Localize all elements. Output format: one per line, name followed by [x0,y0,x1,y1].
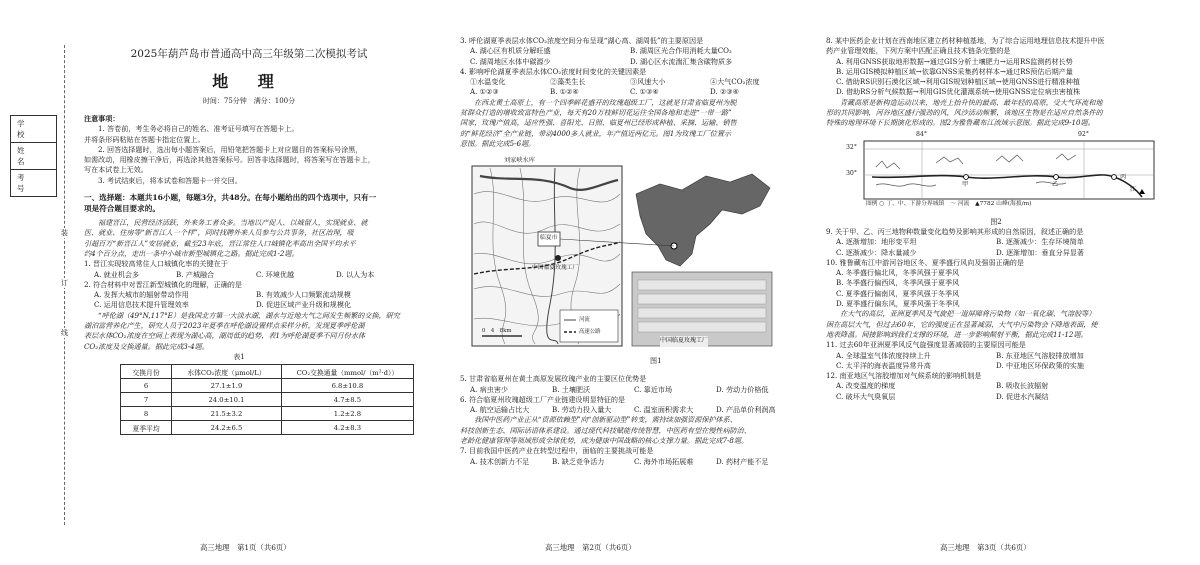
option[interactable]: A. 就业机会多 [94,269,140,279]
question-12: 12. 南亚地区气溶胶增加对气候系统的影响机制是 [826,371,982,381]
option[interactable]: D. 药材产能不足 [716,456,769,466]
option[interactable]: C. 温室面积需求大 [634,405,694,415]
table-cell: 4.7±8.5 [281,393,413,407]
passage-line: 意图。据此完成5-6题。 [460,138,536,148]
passage-line: 困在高层大气，但过去60年，它的强度正在显著减弱，大气中污染物会下降地表面，使 [826,319,1098,329]
name-field: 姓 名 [11,143,56,170]
option[interactable]: C. 借助RS识别石漠化区域→利用GIS规划种植区域→使用GNSS进行精准种植 [836,77,1080,87]
question-4-items [460,77,810,87]
place-label: 甲 [962,180,969,188]
option[interactable]: D. 逐渐增加：垂直分异显著 [996,247,1084,257]
option[interactable]: A. 病虫害少 [470,384,509,394]
question-7: 7. 目前我国中医药产业在转型过程中，面临的主要挑战可能是 [460,446,654,456]
question-5-options [460,385,810,395]
student-info-box [10,115,57,197]
option[interactable]: B. 运用GIS模拟种植区域→依靠GNSS采集药材样本→通过RS预估后期产量 [836,66,1073,76]
question-2-options [84,290,414,300]
passage-line: 医、就业、住房等“新晋江人一个样”，同时找聘外来人员参与公共事务，社区治理，吸 [84,228,354,238]
notice-line: 1. 答卷前，考生务必将自己的姓名、准考证号填写在答题卡上。 [98,124,299,134]
question-10: 10. 雅鲁藏布江中游河谷地区冬、夏季盛行风向及强弱正确的是 [826,257,1024,267]
item: ④大气CO₂浓度 [710,77,760,87]
option[interactable]: A. 航空运输占比大 [470,405,530,415]
passage-line: 科技创新生态、国际话语体系建设。通过现代科技赋能传统智慧，中医药有望在慢性病防治、 [460,425,751,435]
school-field: 学 校 [11,116,56,143]
lat-label: 32° [846,143,857,151]
option[interactable]: A. 发挥大城市的辐射带动作用 [94,290,189,300]
figure-caption: 图1 [650,356,662,366]
passage-line: 老龄化健康管理等领域形成全球优势，成为健康中国战略的核心支撑力量。据此完成7-8题。 [460,436,749,446]
lon-label: 84° [916,130,927,138]
map-label-factory: 中国临夏玫瑰工厂 [532,265,579,272]
table-header: 交换月份 [121,365,172,379]
table-cell: 21.5±3.2 [172,407,282,421]
question-8: 8. 某中医药企业计划在西南地区建立药材种植基地，为了综合运用地理信息技术提升中医 [826,36,1105,45]
option[interactable]: C. 海外市场拓展难 [634,456,694,466]
exam-meta: 时间：75分钟 满分：100分 [202,97,296,105]
option[interactable]: C. 逐渐减少：降水量减少 [836,247,917,257]
option[interactable]: C. ①③④ [630,87,659,97]
notice-line: 并将条形码粘贴在答题卡指定位置上。 [84,134,205,144]
option[interactable]: A. 全球温室气体浓度持续上升 [836,350,931,360]
binding-mark: 线 [61,329,68,337]
option[interactable]: B. 冬季盛行偏西风，冬季风强于夏季风 [836,278,960,288]
question-5: 5. 甘肃省临夏州在黄土高原发展玫瑰产业的主要区位优势是 [460,374,647,384]
section-heading: 项是符合题目要求的。 [84,204,160,214]
map-legend: 图例 ○ 丁、中、下游分界城镇 ～ 河流 ▲7782 山峰(海拔/m) [866,200,1032,207]
passage-line: “呼伦湖（49°N,117°E）是我国北方第一大淡水湖，湖水与近地大气之间发生频繁的交换，研究 [98,310,400,320]
question-3-options [460,46,810,56]
page-footer: 高三地理 第2页（共6页） [545,543,636,552]
option[interactable]: D. 湖心区水流湍汇集含碳物质多 [630,56,733,66]
figure-caption: 图2 [990,216,1002,226]
place-label: 江 [1130,185,1137,193]
notice-line: 3. 考试结束后，将本试卷和答题卡一并交回。 [98,175,242,185]
figure-2-map [846,133,1164,205]
option[interactable]: A. 技术创新力不足 [470,456,530,466]
question-3: 3. 呼伦湖夏季表层水体CO₂浓度空间分布呈现“湖心高、湖周低”的主要原因是 [460,36,704,45]
page-footer: 高三地理 第1页（共6页） [200,543,291,552]
option[interactable]: A. 湖心区有机质分解旺盛 [470,46,551,56]
page-footer: 高三地理 第3页（共6页） [940,543,1031,552]
passage-line: 形的共同影响，河谷地区盛行强劲的风，风沙活动频繁，该地区生物是在适应自然条件的 [826,108,1103,118]
passage-line: 的“鲜花经济”全产业链，带动4000多人就业，年产值近两亿元。图1为玫瑰工厂位置示 [460,128,732,138]
table-cell: 6.8±10.8 [281,379,413,393]
option[interactable]: C. 太平洋的海表温度异常升高 [836,360,931,370]
passage-line: 我国中医药产业正从“资源依赖型”向“创新驱动型”转变，需持续加强资源保护体系、 [474,415,737,425]
binding-mark: 装 [61,229,68,237]
option[interactable]: B. 产城融合 [176,269,215,279]
passage-line: 特殊的地理环境下长期演化形成的。图2为雅鲁藏布江流域示意图。据此完成9-10题。 [826,118,1095,128]
passage-line: 贫群众打造的增收致富特色产业，每天有20万枝鲜切花运往全国各地和走进“一带一路” [460,108,732,118]
option[interactable]: C. 靠近市场 [634,384,673,394]
photo-caption: 中国临夏玫瑰工厂 [660,336,708,346]
question-9: 9. 关于甲、乙、丙三地物种数量变化趋势及影响其形成的自然原因，叙述正确的是 [826,226,1084,236]
question-11: 11. 过去60年亚洲夏季风反气旋强度显著减弱的主要原因可能是 [826,340,1026,350]
table-cell: 8 [121,407,172,421]
option[interactable]: C. 破坏大气臭氧层 [836,391,896,401]
passage-line: 在大气的高层，亚洲夏季风及气旋把一道屏障将污染物（如一氧化碳、气溶胶等） [840,309,1096,319]
question-3-options [460,57,810,67]
option[interactable]: D. ②③④ [710,87,740,97]
figure-1 [460,154,796,370]
table-row [121,421,414,435]
question-2-options [84,300,414,310]
table-header: CO₂交换通量（mmol/（m²·d）） [281,365,413,379]
option[interactable]: C. 环境优越 [256,269,295,279]
section-heading: 一、选择题：本题共16小题，每题3分，共48分。在每小题给出的四个选项中，只有一 [84,193,377,203]
exam-number-field: 考 号 [17,173,44,193]
page-3 [810,0,1200,565]
option[interactable]: D. 夏季盛行偏东风，夏季风强于冬季风 [836,299,960,309]
question-4-options [460,87,810,97]
table-row [121,379,414,393]
question-11-options [826,361,1200,371]
co2-table [120,364,414,435]
table-cell: 27.1±1.9 [172,379,282,393]
option[interactable]: A. 改变温度的梯度 [836,381,896,391]
option[interactable]: C. 湖周地区水体中碳源少 [470,56,551,66]
option[interactable]: B. 有效减少人口频繁流动规模 [256,290,351,300]
option[interactable]: A. 逐渐增加：地形变平坦 [836,237,917,247]
figure-1-map [460,154,796,354]
notice-line: 写在本试卷上无效。 [84,165,148,175]
passage-line: 表层水体CO₂浓度在空间上表现为湖心高，湖周低的趋势，表1为呼伦湖夏季不同月份水体 [84,331,366,341]
passage-line: 在西北黄土高原上，有一个四季鲜花盛开的玫瑰超级工厂，这就是甘肃省临夏州为脱 [474,97,737,107]
item: ②藻类生长 [550,77,586,87]
place-label: 乙 [1052,180,1059,188]
lat-label: 30° [846,169,857,177]
passage-line: 地表降温。间接影响到我们支撑的环境，进一步影响颠射平衡，据此完成11-12题。 [826,329,1088,339]
option[interactable]: D. 产品单价利润高 [716,405,776,415]
subject-title: 地 理 [212,72,286,91]
question-12-options [826,381,1200,391]
question-2: 2. 符合材料中对晋江新型城镇化的理解，正确的是 [84,279,242,289]
question-4: 4. 影响呼伦湖夏季表层水体CO₂浓度时间变化的关键因素是 [460,66,647,76]
figure-2 [846,130,1164,215]
question-7-options [460,457,810,467]
option[interactable]: C. 运用信息技术提升管理效率 [94,300,189,310]
table-cell: 24.0±10.1 [172,393,282,407]
option[interactable]: A. 冬季盛行偏北风，冬季风强于夏季风 [836,268,960,278]
question-9-options [826,248,1200,258]
table-header: 水体CO₂浓度（μmol/L） [172,365,282,379]
question-6: 6. 符合临夏州玫瑰超级工厂产业链建设明显特征的是 [460,394,626,404]
option[interactable]: B. 逐渐减少：生存环境简单 [996,237,1084,247]
option[interactable]: B. 劳动力投入量大 [552,405,612,415]
question-1: 1. 晋江实现较高常住人口城镇化率的关键在于 [84,259,228,269]
option[interactable]: D. 中亚地区环保政策的实施 [996,360,1084,370]
page-2 [420,0,810,565]
option[interactable]: B. 吸收长波辐射 [996,381,1049,391]
table-cell: 夏季平均 [121,421,172,435]
question-6-options [460,405,810,415]
table-cell: 24.2±6.5 [172,421,282,435]
passage-line: 福建晋江，民营经济活跃，外来务工者众多。当地以产促人、以城留人，实现就业、就 [98,218,368,228]
option[interactable]: D. 促进区域产业升级和规模化 [256,300,352,310]
page-1 [0,0,420,565]
exam-title: 2025年葫芦岛市普通高中高三年级第二次模拟考试 [130,48,368,60]
notice-title: 注意事项： [84,114,120,123]
question-12-options [826,392,1200,402]
passage-line: 湖泊富营养化产生，研究人员于2023年夏季在呼伦湖设置样点采样分析，发现夏季呼伦湖 [84,321,365,331]
option[interactable]: B. 东亚地区气溶胶排放增加 [996,350,1084,360]
lon-label: 92° [1078,130,1089,138]
place-label: 丙 [1120,173,1127,181]
table-row [121,407,414,421]
legend-river: 河流 [579,317,590,324]
notice-line: 2. 回答选择题时，选出每小题答案后，用铅笔把答题卡上对应题目的答案标号涂黑， [98,144,363,154]
passage-line: 青藏高原是新构造运动以来，地壳上抬升快的最高、最年轻的高原，受大气环流和地 [840,97,1103,107]
item: ①水温变化 [470,77,506,87]
table-cell: 1.2±2.8 [281,407,413,421]
question-8: 药产业管理效能，下列方案中匹配正确且技术链条完整的是 [826,46,1011,56]
map-label-city: 临夏市 [540,235,558,242]
binding-mark: 订 [61,279,68,287]
passage-line: 约4个百分点，走出一条中小城市新型城镇化之路。据此完成1-2题。 [84,248,299,258]
option[interactable]: D. 劳动力价格低 [716,384,769,394]
option[interactable]: D. 促进水汽凝结 [996,391,1049,401]
table-row [121,393,414,407]
table-cell: 4.2±8.3 [281,421,413,435]
question-9-options [826,237,1200,247]
option[interactable]: C. 夏季盛行偏南风，夏季风强于冬季风 [836,288,960,298]
table-cell: 6 [121,379,172,393]
table-caption: 表1 [233,351,245,361]
option[interactable]: D. 以人为本 [336,269,375,279]
map-label-reservoir: 刘家峡水库 [504,157,535,165]
passage-line: 引超百万“新晋江人”安居就业，截至23年底，晋江常住人口城镇化率高出全国平均水平 [84,238,356,248]
option[interactable]: B. ①②④ [550,87,579,97]
passage-line: CO₂浓度及交换通量。据此完成3-4题。 [84,341,209,351]
question-1-options [84,270,414,280]
option[interactable]: A. ①②③ [470,87,499,97]
notice-line: 如需改动，用橡皮擦干净后，再选涂其他答案标号。回答非选择题时，将答案写在答题卡上， [84,155,375,165]
passage-line: 国家，玫瑰产值高，适应性强、喜阳光、日照、临夏州已经形成种植、采摘、运输、销售 [460,118,737,128]
item: ③风速大小 [630,77,666,87]
option[interactable]: D. 借助RS分析气候数据→利用GIS优化灌溉系统→使用GNSS定位病虫害植株 [836,87,1081,97]
option[interactable]: B. 缺乏竞争活力 [552,456,605,466]
question-11-options [826,351,1200,361]
page-1-content [84,44,414,435]
option[interactable]: B. 土壤肥沃 [552,384,591,394]
scale-bar-label: 0 4 8km [482,328,512,335]
option[interactable]: A. 利用GNSS获取地形数据→通过GIS分析土壤肥力→运用RS监测药材长势 [836,56,1073,66]
table-cell: 7 [121,393,172,407]
option[interactable]: B. 湖周区光合作用消耗大量CO₂ [630,46,732,56]
legend-highway: 高速公路 [579,329,601,336]
